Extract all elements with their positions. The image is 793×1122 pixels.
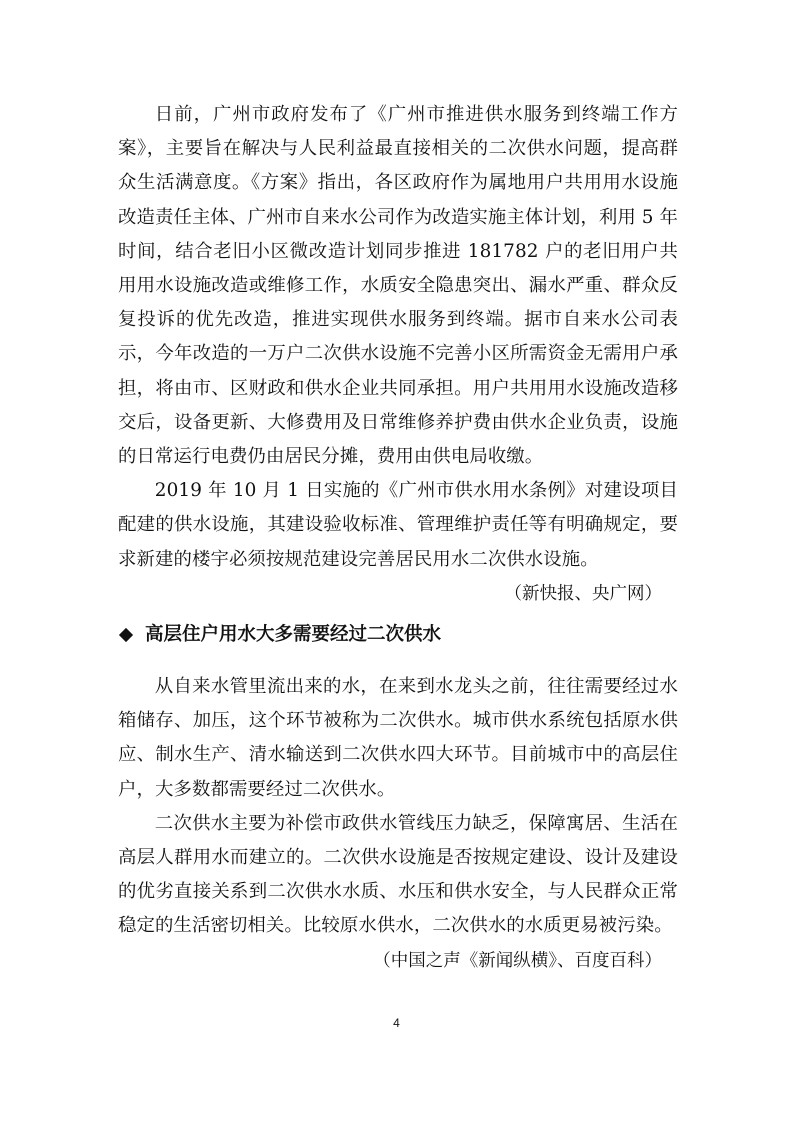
paragraph: 日前，广州市政府发布了《广州市推进供水服务到终端工作方案》，主要旨在解决与人民利益最直接相关的二次供水问题，提高群众生活满意度。《方案》指出，各区政府作为属地用户共用用水设施改造责任主体、广州市自来水公司作为改造实施主体计划，利用 5 年时间，结合老旧小区微改造计划同步推进 181782 户的老旧用户共用用水设施改造或维修工作，水质安全隐患突出、漏水严重、群众反复投诉的优先改造，推进实现供水服务到终端。据市自来水公司表示，今年改造的一万户二次供水设施不完善小区所需资金无需用户承担，将由市、区财政和供水企业共同承担。用户共用用水设施改造移交后，设备更新、大修费用及日常维修养护费由供水企业负责，设施的日常运行电费仍由居民分摊，费用由供电局收缴。: [118, 104, 678, 468]
source-citation: （新快报、央广网）: [504, 583, 662, 604]
paragraph: 从自来水管里流出来的水，在来到水龙头之前，往往需要经过水箱储存、加压，这个环节被称为二次供水。城市供水系统包括原水供应、制水生产、清水输送到二次供水四大环节。目前城市中的高层住户，大多数都需要经过二次供水。: [118, 676, 678, 800]
page-number: 4: [393, 1016, 400, 1030]
diamond-bullet-icon: [119, 628, 133, 642]
section-heading-text: 高层住户用水大多需要经过二次供水: [145, 624, 442, 645]
section-1: [118, 98, 678, 611]
source-citation: （中国之声《新闻纵横》、百度百科）: [373, 950, 662, 971]
section-2: [118, 670, 678, 978]
paragraph: 2019 年 10 月 1 日实施的《广州市供水用水条例》对建设项目配建的供水设施，其建设验收标准、管理维护责任等有明确规定，要求新建的楼宇必须按规范建设完善居民用水二次供水设施。: [118, 480, 678, 570]
paragraph: 二次供水主要为补偿市政供水管线压力缺乏，保障寓居、生活在高层人群用水而建立的。二次供水设施是否按规定建设、设计及建设的优劣直接关系到二次供水水质、水压和供水安全，与人民群众正常稳定的生活密切相关。比较原水供水，二次供水的水质更易被污染。: [118, 812, 678, 937]
section-heading: [118, 620, 678, 650]
